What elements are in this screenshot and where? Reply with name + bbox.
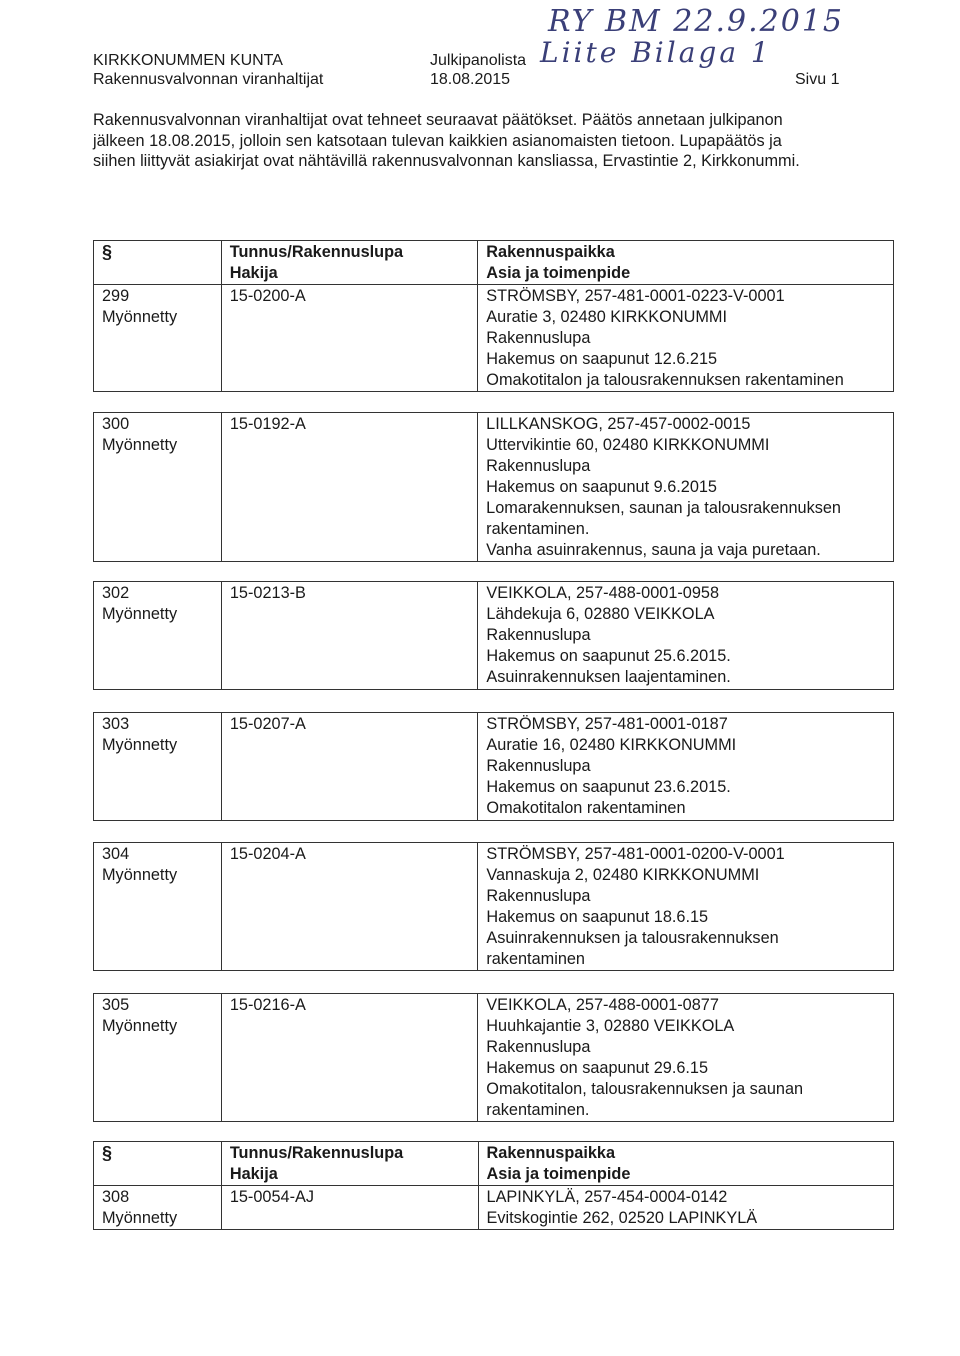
municipality-name: KIRKKONUMMEN KUNTA (93, 52, 283, 69)
permit-type: Rakennuslupa (486, 757, 591, 775)
site-address: Evitskogintie 262, 02520 LAPINKYLÄ (486, 1209, 758, 1227)
measure-description: Vanha asuinrakennus, sauna ja vaja puretaan. (486, 541, 821, 559)
decision-status: Myönnetty (102, 866, 178, 884)
permit-id: 15-0207-A (229, 715, 306, 733)
section-symbol: § (102, 1143, 113, 1163)
decision-number: 300 (102, 415, 130, 433)
site-property: VEIKKOLA, 257-488-0001-0877 (486, 996, 719, 1014)
handwritten-attachment-note: Liite Bilaga 1 (540, 36, 772, 69)
decision-table-308 (93, 1141, 894, 1230)
site-property: STRÖMSBY, 257-481-0001-0187 (486, 715, 728, 733)
application-date: Hakemus on saapunut 29.6.15 (486, 1059, 709, 1077)
measure-description: Asuinrakennuksen laajentaminen. (486, 668, 731, 686)
permit-id: 15-0200-A (229, 287, 306, 305)
decision-status: Myönnetty (102, 1017, 178, 1035)
intro-line: Rakennusvalvonnan viranhaltijat ovat tehneet seuraavat päätökset. Päätös annetaan julkipanon (93, 111, 783, 129)
site-address: Lähdekuja 6, 02880 VEIKKOLA (486, 605, 715, 623)
permit-id: 15-0213-B (229, 584, 306, 602)
decision-number: 305 (102, 996, 130, 1014)
decision-status: Myönnetty (102, 1209, 178, 1227)
header-building-site: Rakennuspaikka (486, 1144, 616, 1162)
measure-description: rakentaminen. (486, 520, 590, 538)
site-property: STRÖMSBY, 257-481-0001-0223-V-0001 (486, 287, 785, 305)
header-applicant: Hakija (229, 1165, 278, 1183)
site-address: Auratie 3, 02480 KIRKKONUMMI (486, 308, 727, 326)
site-address: Auratie 16, 02480 KIRKKONUMMI (486, 736, 737, 754)
publication-label: Julkipanolista (430, 52, 527, 69)
site-property: LAPINKYLÄ, 257-454-0004-0142 (486, 1188, 728, 1206)
measure-description: rakentaminen. (486, 1101, 590, 1119)
intro-paragraph (93, 110, 893, 172)
site-address: Vannaskuja 2, 02480 KIRKKONUMMI (486, 866, 760, 884)
permit-id: 15-0216-A (229, 996, 306, 1014)
authority-name: Rakennusvalvonnan viranhaltijat (93, 71, 324, 88)
decision-status: Myönnetty (102, 308, 178, 326)
permit-type: Rakennuslupa (486, 887, 591, 905)
application-date: Hakemus on saapunut 23.6.2015. (486, 778, 731, 796)
measure-description: rakentaminen (486, 950, 585, 968)
measure-description: Asuinrakennuksen ja talousrakennuksen (486, 929, 779, 947)
measure-description: Lomarakennuksen, saunan ja talousrakennuksen (486, 499, 841, 517)
permit-type: Rakennuslupa (486, 329, 591, 347)
decision-table-304 (93, 842, 894, 971)
decision-table-303 (93, 712, 894, 821)
application-date: Hakemus on saapunut 25.6.2015. (486, 647, 731, 665)
handwritten-meeting-note: RY BM 22.9.2015 (548, 4, 844, 39)
permit-id: 15-0054-AJ (229, 1188, 314, 1206)
permit-type: Rakennuslupa (486, 1038, 591, 1056)
site-property: STRÖMSBY, 257-481-0001-0200-V-0001 (486, 845, 785, 863)
site-property: VEIKKOLA, 257-488-0001-0958 (486, 584, 720, 602)
application-date: Hakemus on saapunut 18.6.15 (486, 908, 709, 926)
measure-description: Omakotitalon, talousrakennuksen ja saunan (486, 1080, 804, 1098)
application-date: Hakemus on saapunut 9.6.2015 (486, 478, 717, 496)
header-matter: Asia ja toimenpide (486, 264, 631, 282)
intro-line: jälkeen 18.08.2015, jolloin sen katsotaan tulevan kaikkien asianomaisten tietoon. Lupapäätös ja (93, 131, 782, 150)
decision-number: 303 (102, 715, 130, 733)
decision-number: 302 (102, 584, 130, 602)
permit-id: 15-0204-A (229, 845, 306, 863)
decision-table-305 (93, 993, 894, 1122)
application-date: Hakemus on saapunut 12.6.215 (486, 350, 718, 368)
decision-table-299 (93, 240, 894, 392)
decision-number: 304 (102, 845, 130, 863)
measure-description: Omakotitalon ja talousrakennuksen rakentaminen (486, 371, 844, 389)
permit-id: 15-0192-A (229, 415, 306, 433)
page-number: Sivu 1 (795, 71, 840, 88)
permit-type: Rakennuslupa (486, 457, 591, 475)
site-property: LILLKANSKOG, 257-457-0002-0015 (486, 415, 751, 433)
header-building-site: Rakennuspaikka (486, 243, 615, 261)
decision-table-300 (93, 412, 894, 562)
decision-table-302 (93, 581, 894, 690)
header-matter: Asia ja toimenpide (486, 1165, 631, 1183)
site-address: Huuhkajantie 3, 02880 VEIKKOLA (486, 1017, 735, 1035)
section-symbol: § (102, 242, 113, 262)
permit-type: Rakennuslupa (486, 626, 591, 644)
header-permit-id: Tunnus/Rakennuslupa (229, 1144, 404, 1162)
header-applicant: Hakija (229, 264, 278, 282)
measure-description: Omakotitalon rakentaminen (486, 799, 686, 817)
intro-line: siihen liittyvät asiakirjat ovat nähtävillä rakennusvalvonnan kansliassa, Ervastintie 2, Kirkkonummi. (93, 152, 800, 170)
decision-number: 308 (102, 1188, 130, 1206)
header-permit-id: Tunnus/Rakennuslupa (229, 243, 404, 261)
site-address: Uttervikintie 60, 02480 KIRKKONUMMI (486, 436, 770, 454)
publication-date: 18.08.2015 (430, 71, 511, 88)
decision-status: Myönnetty (102, 736, 178, 754)
decision-number: 299 (102, 287, 130, 305)
decision-status: Myönnetty (102, 436, 178, 454)
decision-status: Myönnetty (102, 605, 178, 623)
